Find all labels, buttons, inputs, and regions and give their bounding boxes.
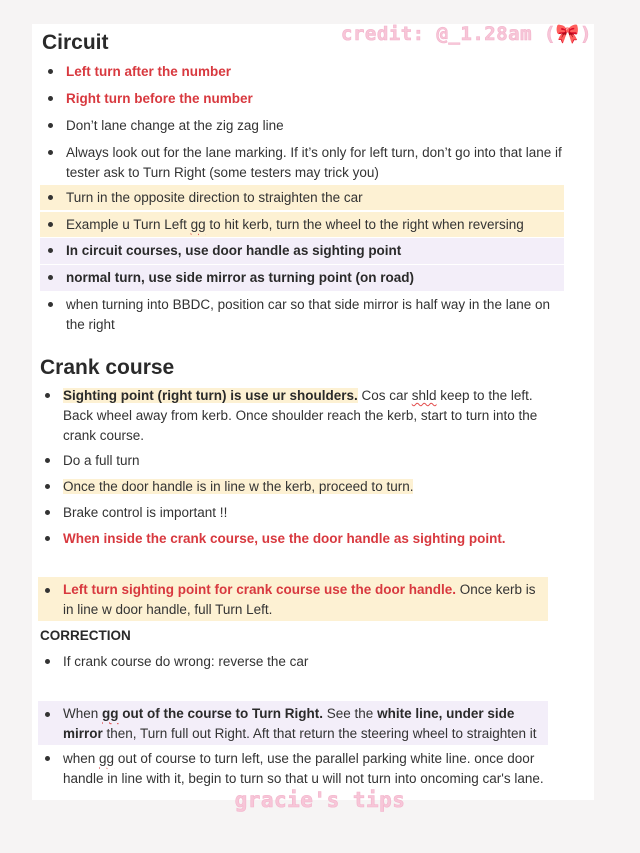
bullet-icon — [45, 458, 50, 463]
item-text: Always look out for the lane marking. If it’s only for left turn, don’t go into that lane if tester ask to Turn Right (some testers may trick you) — [66, 145, 562, 180]
list-item-highlighted — [38, 577, 548, 621]
list-item — [48, 89, 568, 109]
item-text: Right turn before the number — [66, 91, 253, 106]
circuit-heading: Circuit — [42, 31, 109, 54]
bullet-icon — [45, 588, 50, 593]
list-item-highlighted — [40, 212, 564, 237]
bullet-icon — [45, 712, 50, 717]
bullet-icon — [45, 510, 50, 515]
bullet-icon — [45, 536, 50, 541]
bullet-icon — [45, 484, 50, 489]
item-text: Turn in the opposite direction to straighten the car — [66, 190, 363, 205]
item-text: Left turn after the number — [66, 64, 232, 79]
bullet-icon — [48, 69, 53, 74]
item-text: When gg out of the course to Turn Right. See the white line, under side mirror then, Turn full out Right. Aft that return the steering wheel to straighten it — [63, 706, 537, 741]
bullet-icon — [48, 222, 53, 227]
bullet-icon — [48, 248, 53, 253]
list-item-highlighted — [40, 265, 564, 291]
list-item — [45, 451, 565, 471]
list-item — [48, 62, 568, 82]
list-item — [45, 503, 565, 523]
bullet-icon — [48, 150, 53, 155]
footer-watermark: gracie's tips — [234, 788, 406, 812]
item-text: Example u Turn Left gg to hit kerb, turn the wheel to the right when reversing — [66, 217, 524, 232]
list-item — [45, 652, 565, 672]
item-text: In circuit courses, use door handle as sighting point — [66, 243, 402, 258]
list-item — [48, 143, 566, 183]
item-text: Brake control is important !! — [63, 505, 228, 520]
bullet-icon — [48, 275, 53, 280]
correction-heading: CORRECTION — [40, 628, 131, 643]
bullet-icon — [45, 659, 50, 664]
bullet-icon — [45, 393, 50, 398]
bullet-icon — [48, 302, 53, 307]
item-text: If crank course do wrong: reverse the car — [63, 654, 309, 669]
list-item — [45, 749, 557, 789]
list-item-highlighted — [40, 238, 564, 264]
list-item — [45, 386, 565, 446]
bullet-icon — [48, 96, 53, 101]
item-text: Once the door handle is in line w the kerb, proceed to turn. — [63, 479, 414, 494]
item-text: Do a full turn — [63, 453, 140, 468]
list-item — [45, 529, 565, 549]
list-item — [48, 116, 568, 136]
credit-watermark: credit: @_1.28am (🎀) — [341, 23, 592, 45]
item-text: When inside the crank course, use the door handle as sighting point. — [63, 531, 506, 546]
list-item-highlighted — [40, 185, 564, 210]
item-text: when gg out of course to turn left, use the parallel parking white line. once door handle in line with it, begin to turn so that u will not turn into oncoming car's lane. — [63, 751, 544, 786]
list-item — [48, 295, 566, 335]
list-item-highlighted — [38, 701, 548, 745]
list-item — [45, 477, 565, 497]
bullet-icon — [48, 195, 53, 200]
item-text: Sighting point (right turn) is use ur shoulders. Cos car shld keep to the left. Back wheel away from kerb. Once shoulder reach the kerb, start to turn into the crank course. — [63, 388, 538, 443]
crank-heading: Crank course — [40, 356, 175, 379]
item-text: when turning into BBDC, position car so that side mirror is half way in the lane on the right — [66, 297, 550, 332]
bullet-icon — [48, 123, 53, 128]
item-text: normal turn, use side mirror as turning point (on road) — [66, 270, 415, 285]
bullet-icon — [45, 756, 50, 761]
item-text: Left turn sighting point for crank course use the door handle. Once kerb is in line w door handle, full Turn Left. — [63, 582, 536, 617]
item-text: Don’t lane change at the zig zag line — [66, 118, 284, 133]
